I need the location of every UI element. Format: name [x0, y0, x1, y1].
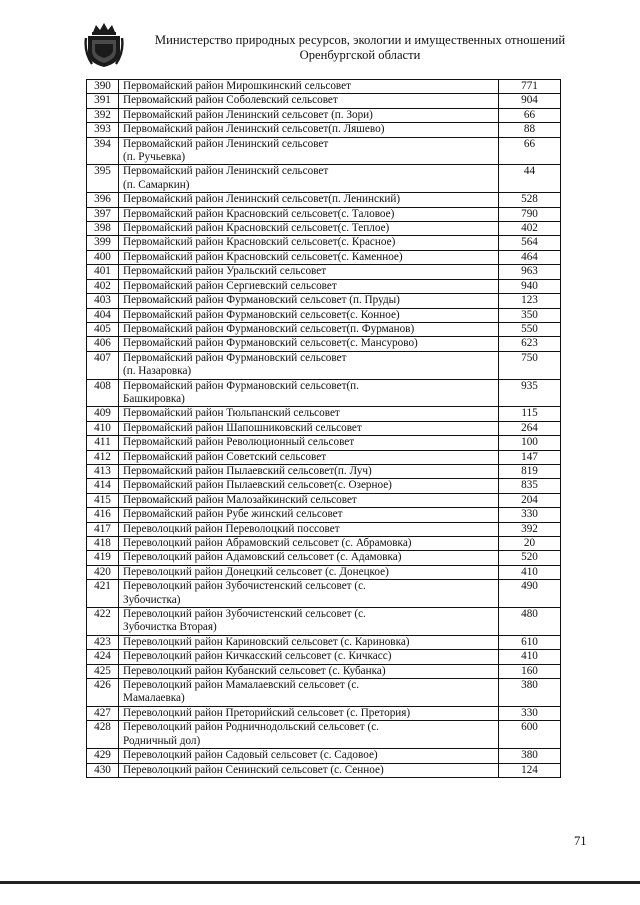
row-number-cell: 430 — [87, 763, 119, 777]
value-cell: 935 — [499, 379, 561, 407]
settlement-name-cell — [119, 522, 499, 536]
table-row — [87, 551, 561, 565]
settlement-name-line: Первомайский район Фурмановский сельсовет(с. Мансурово) — [123, 337, 418, 350]
table-row — [87, 308, 561, 322]
settlement-name-cell — [119, 421, 499, 435]
settlement-name-line: Первомайский район Ленинский сельсовет(п. Ляшево) — [123, 123, 385, 136]
value-cell: 410 — [499, 650, 561, 664]
settlement-name-line: Первомайский район Ленинский сельсовет — [123, 165, 329, 178]
settlement-name-cell — [119, 193, 499, 207]
table-row — [87, 450, 561, 464]
value-cell: 124 — [499, 763, 561, 777]
settlement-name-cell — [119, 379, 499, 407]
table-row — [87, 407, 561, 421]
value-cell: 480 — [499, 608, 561, 636]
row-number-cell: 417 — [87, 522, 119, 536]
row-number-cell: 403 — [87, 294, 119, 308]
settlement-name-line: Первомайский район Фурмановский сельсовет(п. — [123, 379, 359, 392]
value-cell: 528 — [499, 193, 561, 207]
settlement-name-cell — [119, 250, 499, 264]
settlement-name-line: Первомайский район Фурмановский сельсовет(с. Конное) — [123, 308, 400, 321]
settlement-name-line: Первомайский район Фурмановский сельсовет(п. Фурманов) — [123, 322, 415, 335]
row-number-cell: 416 — [87, 508, 119, 522]
table-row — [87, 522, 561, 536]
settlement-name-line: Первомайский район Красновский сельсовет(с. Красное) — [123, 236, 396, 249]
row-number-cell: 421 — [87, 580, 119, 608]
value-cell: 264 — [499, 421, 561, 435]
table-row — [87, 265, 561, 279]
row-number-cell: 397 — [87, 207, 119, 221]
table-row — [87, 165, 561, 193]
settlement-name-line: Первомайский район Советский сельсовет — [123, 450, 327, 463]
value-cell: 115 — [499, 407, 561, 421]
settlement-name-line: Переволоцкий район Кариновский сельсовет (с. Кариновка) — [123, 635, 410, 648]
settlement-name-line: Первомайский район Ленинский сельсовет (п. Зори) — [123, 108, 373, 121]
row-number-cell: 401 — [87, 265, 119, 279]
table-row — [87, 207, 561, 221]
settlement-name-line: Первомайский район Фурмановский сельсовет (п. Пруды) — [123, 294, 400, 307]
settlement-name-cell — [119, 265, 499, 279]
row-number-cell: 411 — [87, 436, 119, 450]
value-cell: 123 — [499, 294, 561, 308]
row-number-cell: 395 — [87, 165, 119, 193]
document-header — [0, 0, 640, 78]
table-row — [87, 337, 561, 351]
table-row — [87, 250, 561, 264]
value-cell: 204 — [499, 493, 561, 507]
settlement-name-line: Переволоцкий район Сенинский сельсовет (с. Сенное) — [123, 763, 384, 776]
settlement-name-line: Мамалаевка) — [123, 692, 185, 705]
row-number-cell: 393 — [87, 123, 119, 137]
settlement-name-cell — [119, 464, 499, 478]
table-row — [87, 294, 561, 308]
row-number-cell: 390 — [87, 80, 119, 94]
row-number-cell: 392 — [87, 108, 119, 122]
value-cell: 904 — [499, 94, 561, 108]
settlement-name-line: Родничный дол) — [123, 734, 201, 747]
value-cell: 623 — [499, 337, 561, 351]
table-row — [87, 94, 561, 108]
table-row — [87, 650, 561, 664]
settlement-name-cell — [119, 706, 499, 720]
settlement-name-line: Переволоцкий район Адамовский сельсовет (с. Адамовка) — [123, 551, 402, 564]
settlement-name-line: Первомайский район Сергиевский сельсовет — [123, 279, 337, 292]
settlement-name-cell — [119, 123, 499, 137]
settlement-name-cell — [119, 508, 499, 522]
settlement-name-cell — [119, 165, 499, 193]
row-number-cell: 405 — [87, 322, 119, 336]
value-cell: 600 — [499, 721, 561, 749]
settlement-name-line: Первомайский район Малозайкинский сельсовет — [123, 493, 357, 506]
settlement-name-cell — [119, 479, 499, 493]
settlement-name-cell — [119, 650, 499, 664]
value-cell: 147 — [499, 450, 561, 464]
table-row — [87, 580, 561, 608]
settlement-name-line: Первомайский район Красновский сельсовет(с. Таловое) — [123, 207, 395, 220]
settlement-name-line: Переволоцкий район Родничнодольский сельсовет (с. — [123, 721, 379, 734]
value-cell: 564 — [499, 236, 561, 250]
settlement-name-cell — [119, 137, 499, 165]
settlement-name-cell — [119, 308, 499, 322]
value-cell: 963 — [499, 265, 561, 279]
settlement-name-line: Первомайский район Ленинский сельсовет — [123, 137, 329, 150]
table-row — [87, 721, 561, 749]
value-cell: 330 — [499, 508, 561, 522]
table-row — [87, 679, 561, 707]
value-cell: 464 — [499, 250, 561, 264]
value-cell: 490 — [499, 580, 561, 608]
row-number-cell: 426 — [87, 679, 119, 707]
settlement-name-cell — [119, 635, 499, 649]
value-cell: 835 — [499, 479, 561, 493]
ministry-title-line1: Министерство природных ресурсов, экологии и имущественных отношений — [154, 33, 566, 47]
settlement-name-line: Зубочистка) — [123, 593, 181, 606]
table-row — [87, 421, 561, 435]
ministry-title-line2: Оренбургской области — [299, 48, 421, 62]
value-cell: 610 — [499, 635, 561, 649]
settlement-name-line: Первомайский район Пылаевский сельсовет(п. Луч) — [123, 464, 372, 477]
value-cell: 20 — [499, 537, 561, 551]
table-row — [87, 123, 561, 137]
row-number-cell: 398 — [87, 222, 119, 236]
value-cell: 380 — [499, 679, 561, 707]
row-number-cell: 402 — [87, 279, 119, 293]
settlement-name-cell — [119, 351, 499, 379]
value-cell: 44 — [499, 165, 561, 193]
settlement-name-cell — [119, 580, 499, 608]
settlement-name-line: Переволоцкий район Донецкий сельсовет (с. Донецкое) — [123, 565, 389, 578]
row-number-cell: 394 — [87, 137, 119, 165]
row-number-cell: 404 — [87, 308, 119, 322]
row-number-cell: 423 — [87, 635, 119, 649]
table-row — [87, 236, 561, 250]
settlement-name-cell — [119, 207, 499, 221]
table-row — [87, 635, 561, 649]
row-number-cell: 422 — [87, 608, 119, 636]
settlement-name-cell — [119, 493, 499, 507]
value-cell: 88 — [499, 123, 561, 137]
row-number-cell: 407 — [87, 351, 119, 379]
settlement-name-line: Переволоцкий район Мамалаевский сельсовет (с. — [123, 679, 360, 692]
row-number-cell: 408 — [87, 379, 119, 407]
settlement-name-cell — [119, 94, 499, 108]
table-row — [87, 108, 561, 122]
row-number-cell: 414 — [87, 479, 119, 493]
settlement-name-cell — [119, 608, 499, 636]
settlement-name-cell — [119, 407, 499, 421]
table-body — [87, 80, 561, 778]
value-cell: 550 — [499, 322, 561, 336]
settlement-name-line: Зубочистка Вторая) — [123, 621, 217, 634]
settlement-name-cell — [119, 80, 499, 94]
value-cell: 520 — [499, 551, 561, 565]
settlement-name-cell — [119, 279, 499, 293]
settlement-name-line: Переволоцкий район Абрамовский сельсовет (с. Абрамовка) — [123, 537, 412, 549]
ministry-title — [140, 33, 580, 63]
table-row — [87, 508, 561, 522]
table-row — [87, 351, 561, 379]
settlement-name-cell — [119, 108, 499, 122]
settlement-name-cell — [119, 337, 499, 351]
page-number: 71 — [574, 834, 587, 848]
settlement-name-line: Первомайский район Фурмановский сельсовет — [123, 351, 347, 364]
table-row — [87, 379, 561, 407]
table-row — [87, 322, 561, 336]
row-number-cell: 420 — [87, 565, 119, 579]
value-cell: 750 — [499, 351, 561, 379]
table-row — [87, 479, 561, 493]
settlement-name-cell — [119, 551, 499, 565]
settlement-name-line: (п. Ручьевка) — [123, 151, 186, 164]
settlement-name-line: Переволоцкий район Переволоцкий поссовет — [123, 522, 340, 535]
settlement-name-cell — [119, 322, 499, 336]
table-row — [87, 763, 561, 777]
settlement-name-cell — [119, 763, 499, 777]
settlement-name-cell — [119, 236, 499, 250]
row-number-cell: 413 — [87, 464, 119, 478]
table-row — [87, 706, 561, 720]
value-cell: 66 — [499, 108, 561, 122]
table-row — [87, 537, 561, 551]
table-row — [87, 279, 561, 293]
row-number-cell: 410 — [87, 421, 119, 435]
table-row — [87, 608, 561, 636]
settlement-name-line: Первомайский район Уральский сельсовет — [123, 265, 327, 278]
settlement-name-line: (п. Самаркин) — [123, 178, 190, 191]
value-cell: 160 — [499, 664, 561, 678]
settlement-name-cell — [119, 664, 499, 678]
row-number-cell: 412 — [87, 450, 119, 464]
settlement-name-cell — [119, 222, 499, 236]
settlement-name-line: Переволоцкий район Садовый сельсовет (с. Садовое) — [123, 749, 378, 762]
row-number-cell: 418 — [87, 537, 119, 551]
settlement-name-line: Первомайский район Пылаевский сельсовет(с. Озерное) — [123, 479, 392, 492]
settlement-name-line: Первомайский район Мирошкинский сельсовет — [123, 80, 351, 92]
settlement-name-line: Башкировка) — [123, 392, 185, 405]
table-row — [87, 80, 561, 94]
value-cell: 392 — [499, 522, 561, 536]
table-row — [87, 749, 561, 763]
row-number-cell: 391 — [87, 94, 119, 108]
settlement-name-cell — [119, 450, 499, 464]
row-number-cell: 419 — [87, 551, 119, 565]
value-cell: 819 — [499, 464, 561, 478]
table-row — [87, 193, 561, 207]
row-number-cell: 429 — [87, 749, 119, 763]
settlements-table — [86, 79, 561, 778]
value-cell: 100 — [499, 436, 561, 450]
table-row — [87, 664, 561, 678]
value-cell: 330 — [499, 706, 561, 720]
settlement-name-line: Переволоцкий район Кичкасский сельсовет (с. Кичкасс) — [123, 650, 392, 663]
settlement-name-cell — [119, 721, 499, 749]
settlement-name-cell — [119, 749, 499, 763]
settlement-name-line: Первомайский район Соболевский сельсовет — [123, 94, 338, 107]
settlement-name-line: Первомайский район Тюльпанский сельсовет — [123, 407, 340, 420]
row-number-cell: 428 — [87, 721, 119, 749]
settlement-name-cell — [119, 537, 499, 551]
settlement-name-line: (п. Назаровка) — [123, 365, 192, 378]
settlement-name-line: Первомайский район Ленинский сельсовет(п. Ленинский) — [123, 193, 401, 206]
settlement-name-cell — [119, 436, 499, 450]
value-cell: 771 — [499, 80, 561, 94]
settlement-name-line: Переволоцкий район Преторийский сельсовет (с. Претория) — [123, 706, 411, 719]
settlement-name-line: Переволоцкий район Зубочистенский сельсовет (с. — [123, 608, 366, 621]
table-row — [87, 493, 561, 507]
row-number-cell: 406 — [87, 337, 119, 351]
table-row — [87, 436, 561, 450]
settlement-name-line: Переволоцкий район Зубочистенский сельсовет (с. — [123, 580, 366, 593]
row-number-cell: 400 — [87, 250, 119, 264]
row-number-cell: 427 — [87, 706, 119, 720]
settlement-name-line: Первомайский район Рубе жинский сельсовет — [123, 508, 343, 521]
row-number-cell: 424 — [87, 650, 119, 664]
settlement-name-cell — [119, 565, 499, 579]
table-row — [87, 464, 561, 478]
settlement-name-line: Первомайский район Красновский сельсовет(с. Каменное) — [123, 250, 403, 263]
value-cell: 790 — [499, 207, 561, 221]
settlement-name-line: Первомайский район Шапошниковский сельсовет — [123, 421, 362, 434]
value-cell: 410 — [499, 565, 561, 579]
value-cell: 402 — [499, 222, 561, 236]
row-number-cell: 425 — [87, 664, 119, 678]
coat-of-arms-icon — [84, 22, 124, 68]
value-cell: 350 — [499, 308, 561, 322]
table-row — [87, 137, 561, 165]
table-row — [87, 565, 561, 579]
settlement-name-cell — [119, 679, 499, 707]
footer-divider — [0, 881, 640, 884]
value-cell: 66 — [499, 137, 561, 165]
table-row — [87, 222, 561, 236]
settlement-name-line: Первомайский район Красновский сельсовет(с. Теплое) — [123, 222, 390, 235]
value-cell: 380 — [499, 749, 561, 763]
row-number-cell: 409 — [87, 407, 119, 421]
settlement-name-line: Переволоцкий район Кубанский сельсовет (с. Кубанка) — [123, 664, 386, 677]
settlement-name-line: Первомайский район Революционный сельсовет — [123, 436, 355, 449]
row-number-cell: 396 — [87, 193, 119, 207]
settlement-name-cell — [119, 294, 499, 308]
value-cell: 940 — [499, 279, 561, 293]
row-number-cell: 415 — [87, 493, 119, 507]
row-number-cell: 399 — [87, 236, 119, 250]
